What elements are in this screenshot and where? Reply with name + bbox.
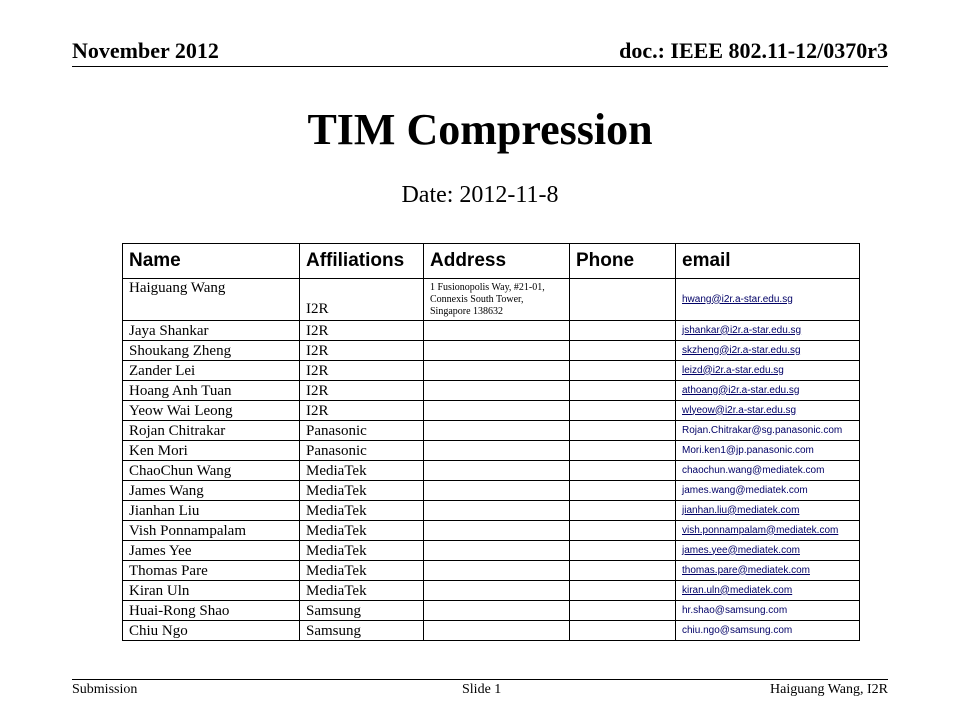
footer-divider bbox=[72, 679, 888, 680]
author-email-link[interactable]: hwang@i2r.a-star.edu.sg bbox=[676, 279, 860, 321]
table-row bbox=[123, 341, 860, 361]
author-affiliation: I2R bbox=[300, 381, 424, 401]
author-phone bbox=[570, 361, 676, 381]
table-row bbox=[123, 621, 860, 641]
author-affiliation: MediaTek bbox=[300, 481, 424, 501]
author-affiliation: I2R bbox=[300, 321, 424, 341]
author-name: Rojan Chitrakar bbox=[123, 421, 300, 441]
author-affiliation: MediaTek bbox=[300, 561, 424, 581]
author-affiliation: I2R bbox=[300, 401, 424, 421]
table-row bbox=[123, 561, 860, 581]
author-affiliation: MediaTek bbox=[300, 501, 424, 521]
header-date: November 2012 bbox=[72, 38, 219, 63]
table-row bbox=[123, 421, 860, 441]
author-phone bbox=[570, 279, 676, 321]
author-name: Ken Mori bbox=[123, 441, 300, 461]
author-email-link[interactable]: kiran.uln@mediatek.com bbox=[676, 581, 860, 601]
author-name: James Wang bbox=[123, 481, 300, 501]
author-phone bbox=[570, 341, 676, 361]
table-header-row bbox=[123, 244, 860, 279]
author-affiliation: Samsung bbox=[300, 601, 424, 621]
author-address bbox=[424, 361, 570, 381]
column-header-address: Address bbox=[424, 244, 570, 279]
author-name: ChaoChun Wang bbox=[123, 461, 300, 481]
author-phone bbox=[570, 461, 676, 481]
author-phone bbox=[570, 401, 676, 421]
author-email-link[interactable]: hr.shao@samsung.com bbox=[676, 601, 860, 621]
author-address bbox=[424, 581, 570, 601]
author-address bbox=[424, 481, 570, 501]
author-email-link[interactable]: chiu.ngo@samsung.com bbox=[676, 621, 860, 641]
author-phone bbox=[570, 541, 676, 561]
table-row bbox=[123, 541, 860, 561]
author-email-link[interactable]: james.wang@mediatek.com bbox=[676, 481, 860, 501]
table-row bbox=[123, 401, 860, 421]
author-address: 1 Fusionopolis Way, #21-01, Connexis South Tower, Singapore 138632 bbox=[424, 279, 570, 321]
author-email-link[interactable]: skzheng@i2r.a-star.edu.sg bbox=[676, 341, 860, 361]
author-phone bbox=[570, 581, 676, 601]
author-affiliation: Panasonic bbox=[300, 421, 424, 441]
footer-submission: Submission bbox=[72, 682, 138, 697]
author-phone bbox=[570, 381, 676, 401]
author-name: Chiu Ngo bbox=[123, 621, 300, 641]
footer-author: Haiguang Wang, I2R bbox=[770, 682, 888, 697]
author-email-link[interactable]: jshankar@i2r.a-star.edu.sg bbox=[676, 321, 860, 341]
column-header-phone: Phone bbox=[570, 244, 676, 279]
author-affiliation: MediaTek bbox=[300, 461, 424, 481]
author-name: Hoang Anh Tuan bbox=[123, 381, 300, 401]
author-email-link[interactable]: Rojan.Chitrakar@sg.panasonic.com bbox=[676, 421, 860, 441]
table-row bbox=[123, 381, 860, 401]
table-row bbox=[123, 361, 860, 381]
author-affiliation: MediaTek bbox=[300, 541, 424, 561]
column-header-name: Name bbox=[123, 244, 300, 279]
table-row bbox=[123, 501, 860, 521]
author-name: Kiran Uln bbox=[123, 581, 300, 601]
header-doc-id: doc.: IEEE 802.11-12/0370r3 bbox=[619, 38, 888, 63]
table-row bbox=[123, 461, 860, 481]
author-email-link[interactable]: leizd@i2r.a-star.edu.sg bbox=[676, 361, 860, 381]
author-address bbox=[424, 501, 570, 521]
author-name: Yeow Wai Leong bbox=[123, 401, 300, 421]
author-affiliation: I2R bbox=[300, 361, 424, 381]
table-row bbox=[123, 321, 860, 341]
table-row bbox=[123, 521, 860, 541]
author-address bbox=[424, 381, 570, 401]
author-email-link[interactable]: james.yee@mediatek.com bbox=[676, 541, 860, 561]
author-name: Zander Lei bbox=[123, 361, 300, 381]
author-address bbox=[424, 601, 570, 621]
author-name: Vish Ponnampalam bbox=[123, 521, 300, 541]
column-header-affiliations: Affiliations bbox=[300, 244, 424, 279]
author-name: Thomas Pare bbox=[123, 561, 300, 581]
table-row bbox=[123, 581, 860, 601]
table-row bbox=[123, 279, 860, 321]
author-address bbox=[424, 341, 570, 361]
author-address bbox=[424, 421, 570, 441]
author-email-link[interactable]: thomas.pare@mediatek.com bbox=[676, 561, 860, 581]
authors-table bbox=[122, 243, 860, 641]
author-email-link[interactable]: chaochun.wang@mediatek.com bbox=[676, 461, 860, 481]
column-header-email: email bbox=[676, 244, 860, 279]
author-name: Jianhan Liu bbox=[123, 501, 300, 521]
slide-date: Date: 2012-11-8 bbox=[401, 182, 559, 208]
author-address bbox=[424, 561, 570, 581]
author-phone bbox=[570, 421, 676, 441]
author-address bbox=[424, 621, 570, 641]
author-email-link[interactable]: Mori.ken1@jp.panasonic.com bbox=[676, 441, 860, 461]
author-phone bbox=[570, 601, 676, 621]
author-phone bbox=[570, 501, 676, 521]
author-email-link[interactable]: wlyeow@i2r.a-star.edu.sg bbox=[676, 401, 860, 421]
author-email-link[interactable]: vish.ponnampalam@mediatek.com bbox=[676, 521, 860, 541]
author-phone bbox=[570, 621, 676, 641]
table-row bbox=[123, 441, 860, 461]
footer-slide-number: Slide 1 bbox=[462, 682, 502, 697]
author-name: Haiguang Wang bbox=[123, 279, 300, 321]
author-address bbox=[424, 461, 570, 481]
author-affiliation: Samsung bbox=[300, 621, 424, 641]
author-phone bbox=[570, 441, 676, 461]
author-address bbox=[424, 441, 570, 461]
author-address bbox=[424, 321, 570, 341]
author-affiliation: Panasonic bbox=[300, 441, 424, 461]
table-row bbox=[123, 601, 860, 621]
author-name: Shoukang Zheng bbox=[123, 341, 300, 361]
author-affiliation: I2R bbox=[300, 341, 424, 361]
author-name: Jaya Shankar bbox=[123, 321, 300, 341]
author-address bbox=[424, 521, 570, 541]
author-address bbox=[424, 541, 570, 561]
author-affiliation: I2R bbox=[300, 279, 424, 321]
header-divider bbox=[72, 66, 888, 67]
table-row bbox=[123, 481, 860, 501]
author-name: Huai-Rong Shao bbox=[123, 601, 300, 621]
author-address bbox=[424, 401, 570, 421]
author-phone bbox=[570, 561, 676, 581]
author-affiliation: MediaTek bbox=[300, 581, 424, 601]
author-phone bbox=[570, 521, 676, 541]
author-affiliation: MediaTek bbox=[300, 521, 424, 541]
author-email-link[interactable]: athoang@i2r.a-star.edu.sg bbox=[676, 381, 860, 401]
author-phone bbox=[570, 481, 676, 501]
slide-title: TIM Compression bbox=[307, 105, 653, 154]
author-email-link[interactable]: jianhan.liu@mediatek.com bbox=[676, 501, 860, 521]
author-name: James Yee bbox=[123, 541, 300, 561]
author-phone bbox=[570, 321, 676, 341]
